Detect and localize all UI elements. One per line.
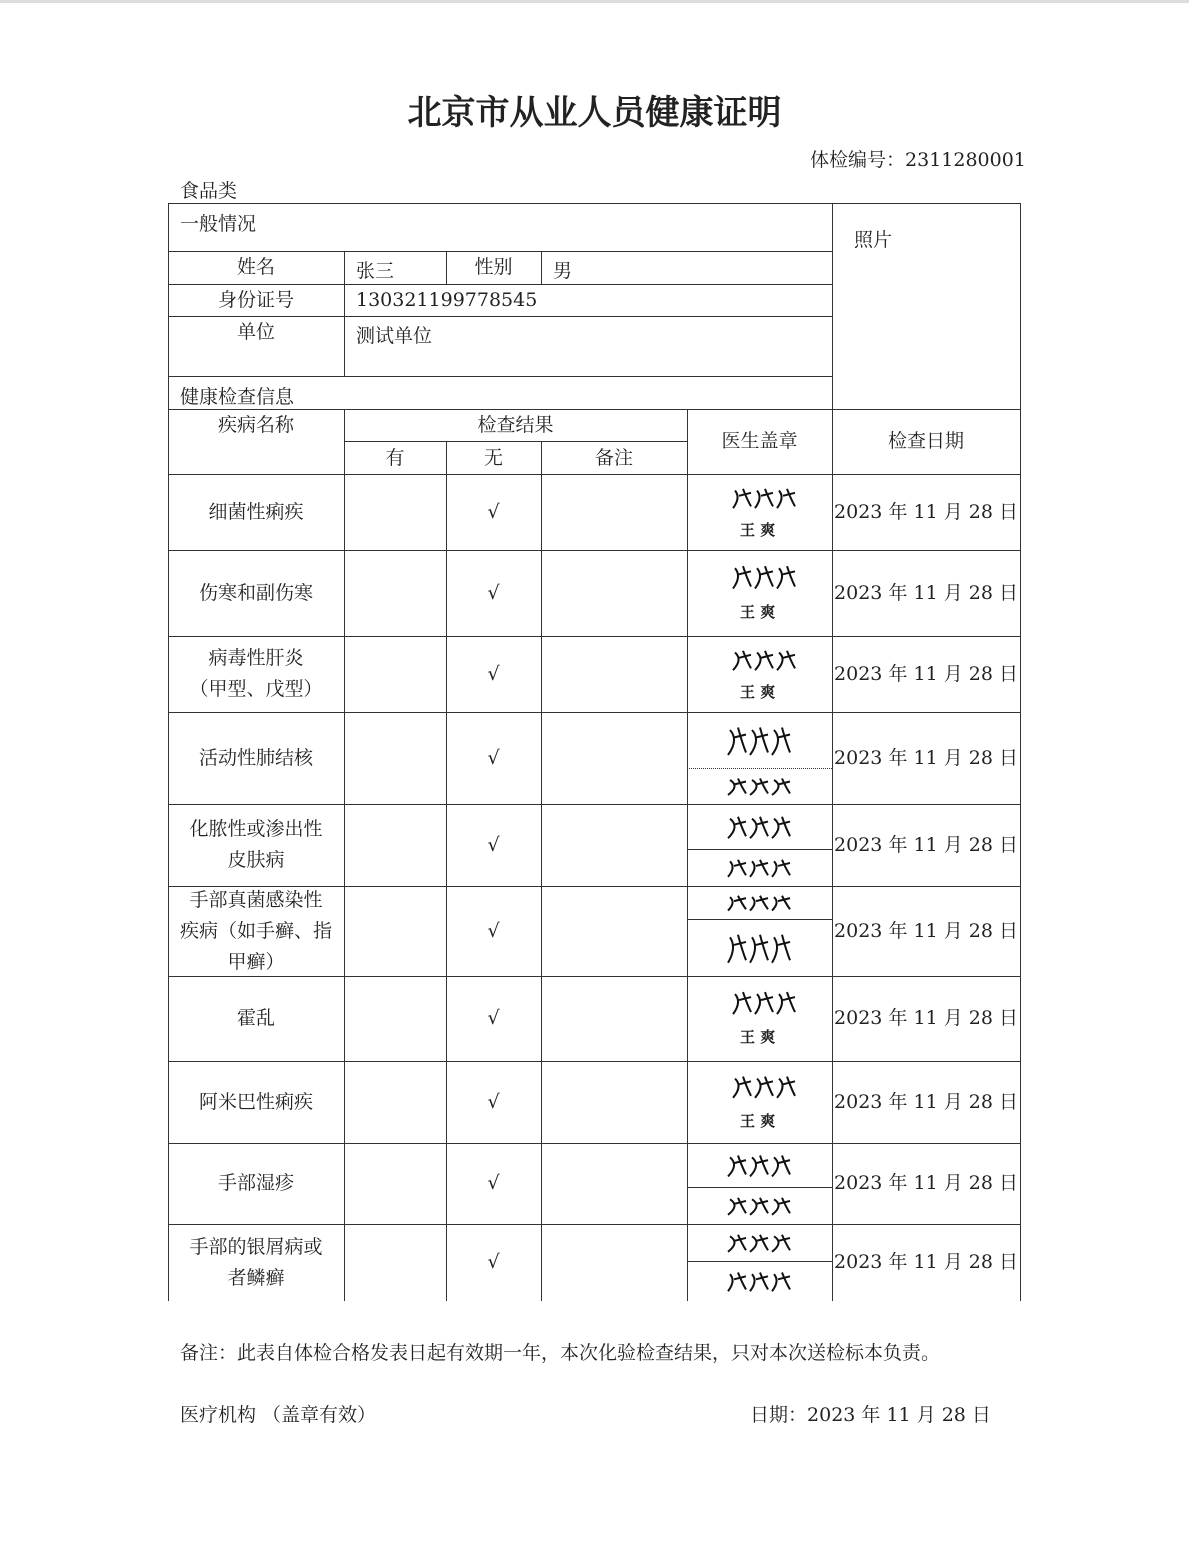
table-rule-vertical <box>344 409 345 1301</box>
remark-cell <box>541 1143 687 1224</box>
table-rule-horizontal <box>168 1061 1020 1062</box>
remark-cell <box>541 550 687 636</box>
header-date: 检查日期 <box>887 430 964 452</box>
exam-date: 2023 年 11 月 28 日 <box>834 1251 1018 1273</box>
result-yes-cell <box>344 474 446 550</box>
table-rule-vertical <box>541 441 542 1301</box>
disease-name: 伤寒和副伤寒 <box>198 581 313 604</box>
doctor-signature <box>700 771 820 805</box>
result-yes-cell <box>344 1224 446 1301</box>
table-rule-horizontal <box>168 550 1020 551</box>
exam-date: 2023 年 11 月 28 日 <box>834 581 1018 604</box>
photo-label: 照片 <box>854 229 893 251</box>
disease-name: 活动性肺结核 <box>198 746 313 769</box>
footer-date <box>750 1400 991 1427</box>
header-yes: 有 <box>385 446 405 469</box>
disease-name: 病毒性肝炎 （甲型、戊型） <box>189 647 323 700</box>
table-rule-horizontal <box>168 251 832 252</box>
result-yes-cell <box>344 976 446 1061</box>
table-rule-horizontal <box>168 636 1020 637</box>
result-yes-cell <box>344 550 446 636</box>
health-section-label: 健康检查信息 <box>180 386 295 408</box>
table-rule-vertical <box>1020 203 1021 1301</box>
table-rule-vertical <box>446 251 447 284</box>
footer-date-label: 日期： <box>750 1404 808 1426</box>
result-no-check: √ <box>487 1090 500 1113</box>
note: 备注：此表自体检合格发表日起有效期一年，本次化验检查结果，只对本次送检标本负责。 <box>180 1342 941 1364</box>
header-remark: 备注 <box>594 446 633 469</box>
doctor-signature <box>700 922 820 977</box>
header-disease: 疾病名称 <box>217 414 294 436</box>
unit-value: 测试单位 <box>356 325 433 347</box>
doctor-signature <box>700 807 820 850</box>
table-rule-vertical <box>687 409 688 1301</box>
doctor-signature: 王 爽 <box>705 556 820 622</box>
result-no-check: √ <box>487 1251 500 1273</box>
disease-name: 阿米巴性痢疾 <box>198 1090 313 1113</box>
doctor-signature <box>700 1190 820 1225</box>
category: 食品类 <box>180 180 238 202</box>
remark-cell <box>541 804 687 886</box>
result-yes-cell <box>344 886 446 976</box>
disease-name: 手部湿疹 <box>217 1172 294 1194</box>
table-rule-horizontal <box>168 712 1020 713</box>
remark-cell <box>541 1061 687 1143</box>
table-rule-horizontal <box>168 1224 1020 1225</box>
exam-date: 2023 年 11 月 28 日 <box>834 746 1018 769</box>
gender-value: 男 <box>553 260 573 282</box>
table-rule-horizontal <box>168 284 832 285</box>
id-value: 130321199778545 <box>356 289 538 311</box>
remark-cell <box>541 1224 687 1301</box>
result-no-check: √ <box>487 919 500 942</box>
header-no: 无 <box>483 446 503 469</box>
remark-cell <box>541 976 687 1061</box>
table-rule-vertical <box>832 203 833 1301</box>
name-label: 姓名 <box>236 256 275 278</box>
result-no-check: √ <box>487 662 500 685</box>
general-section-label: 一般情况 <box>180 213 257 235</box>
exam-date: 2023 年 11 月 28 日 <box>834 662 1018 685</box>
exam-date: 2023 年 11 月 28 日 <box>834 1090 1018 1113</box>
doctor-signature: 王 爽 <box>705 642 820 702</box>
remark-cell <box>541 886 687 976</box>
exam-date: 2023 年 11 月 28 日 <box>834 1007 1018 1029</box>
result-no-check: √ <box>487 746 500 769</box>
table-rule-horizontal <box>168 409 1020 410</box>
remark-cell <box>541 636 687 712</box>
doctor-signature <box>700 889 820 920</box>
exam-number-label: 体检编号： <box>810 149 906 171</box>
exam-number <box>810 145 1026 172</box>
result-no-check: √ <box>487 1007 500 1029</box>
exam-date: 2023 年 11 月 28 日 <box>834 919 1018 942</box>
disease-name: 霍乱 <box>236 1007 275 1029</box>
header-doctor: 医生盖章 <box>721 430 798 452</box>
doctor-signature <box>700 1264 820 1302</box>
result-no-check: √ <box>487 1172 500 1194</box>
table-rule-horizontal <box>168 474 1020 475</box>
doctor-signature <box>700 715 820 769</box>
result-no-check: √ <box>487 581 500 604</box>
institution-stamp-label: 医疗机构 （盖章有效） <box>180 1404 377 1426</box>
result-no-check: √ <box>487 500 500 523</box>
result-no-check: √ <box>487 833 500 856</box>
id-label: 身份证号 <box>217 288 294 311</box>
page-title: 北京市从业人员健康证明 <box>407 93 782 133</box>
table-rule-horizontal <box>168 203 1020 204</box>
result-yes-cell <box>344 1143 446 1224</box>
gender-label: 性别 <box>474 256 513 278</box>
remark-cell <box>541 474 687 550</box>
name-value: 张三 <box>356 260 395 282</box>
doctor-signature: 王 爽 <box>705 982 820 1047</box>
doctor-signature <box>700 1146 820 1188</box>
footer-date-value: 2023 年 11 月 28 日 <box>807 1404 991 1426</box>
doctor-signature: 王 爽 <box>705 480 820 540</box>
table-rule-horizontal <box>344 441 687 442</box>
disease-name: 手部的银屑病或 者鳞癣 <box>189 1235 323 1289</box>
table-rule-horizontal <box>168 804 1020 805</box>
exam-date: 2023 年 11 月 28 日 <box>834 1172 1018 1194</box>
result-yes-cell <box>344 636 446 712</box>
header-result: 检查结果 <box>477 414 554 436</box>
table-rule-vertical <box>344 251 345 376</box>
table-rule-horizontal <box>168 316 832 317</box>
table-rule-horizontal <box>168 1143 1020 1144</box>
remark-cell <box>541 712 687 804</box>
exam-number-value: 2311280001 <box>905 149 1026 171</box>
table-rule-horizontal <box>168 976 1020 977</box>
result-yes-cell <box>344 712 446 804</box>
exam-date: 2023 年 11 月 28 日 <box>834 500 1018 523</box>
table-rule-vertical <box>541 251 542 284</box>
doctor-signature <box>700 1227 820 1262</box>
table-rule-vertical <box>446 441 447 1301</box>
table-rule-vertical <box>168 203 169 1301</box>
table-rule-horizontal <box>168 376 832 377</box>
exam-date: 2023 年 11 月 28 日 <box>834 833 1018 856</box>
disease-name: 化脓性或渗出性 皮肤病 <box>189 818 323 871</box>
result-yes-cell <box>344 1061 446 1143</box>
doctor-signature <box>700 852 820 887</box>
disease-name: 手部真菌感染性 疾病（如手癣、指 甲癣） <box>179 888 332 973</box>
doctor-signature: 王 爽 <box>705 1067 820 1131</box>
unit-label: 单位 <box>236 321 275 343</box>
disease-name: 细菌性痢疾 <box>208 500 304 523</box>
result-yes-cell <box>344 804 446 886</box>
table-rule-horizontal <box>168 886 1020 887</box>
